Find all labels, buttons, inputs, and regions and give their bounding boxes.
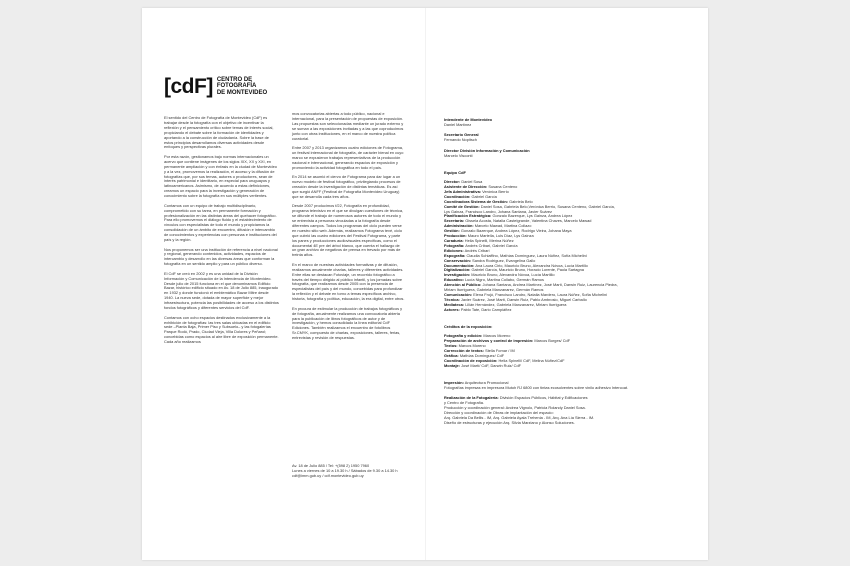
- credit-role: Jefa Administrativa:: [444, 188, 482, 194]
- realizacion-list: [444, 396, 689, 425]
- credit-names: Producción y coordinación general: Andrea Vignolo, Patricia Rolandy Daniel Sosa.: [444, 405, 586, 411]
- paragraph: Contamos con ocho espacios destinados exclusivamente a la exhibición de fotografías: las tres salas ubicadas en el edificio sede –Planta Baja, Primer Piso y Subsuelo– y las fotogalerías Parque Rodó, Prado, Ciudad Vieja, Villa Dolores y Peñarol; concebidas como espacios al aire libre de exposición permanente. Cada año realizamos: [164, 314, 279, 345]
- credit-names: Claudia Schiaffino, Mathías Domínguez, Laura Núñez, Sofía Michelini: [466, 252, 587, 258]
- credit-role: Gráfica:: [444, 352, 459, 358]
- intro-column-left: [164, 116, 279, 350]
- credit-role: Digitalización:: [444, 267, 471, 273]
- credit-role: Textos:: [444, 342, 458, 348]
- credit-names: Gonzalo Bazerque, Lys Gainza, Andrea López: [492, 213, 573, 219]
- secretario-title: Secretario General: [444, 132, 479, 138]
- credit-role: Coordinadora Sistema de Gestión:: [444, 198, 508, 204]
- credit-line: [444, 364, 689, 369]
- credit-role: Investigación:: [444, 272, 471, 278]
- logo-line: FOTOGRAFÍA: [216, 83, 257, 90]
- brochure-spread: [142, 8, 708, 560]
- credit-role: Mediateca:: [444, 301, 465, 307]
- credit-names: Stella Fomar / IM: [485, 347, 515, 353]
- credit-role: Coordinación de exposición:: [444, 357, 498, 363]
- credit-names: Marcos Moreno: [483, 333, 511, 339]
- paragraph: mos convocatorias abiertas a todo público, nacional e internacional, para la presentación de propuestas de exposición. Las propuestas son seleccionadas mediante un jurado externo y se suman a las exposiciones invitadas y a las que coproducimos junto con otras instituciones, en el marco de nuestra política curatorial.: [292, 111, 404, 141]
- credit-names: Lucía Nigro, Martina Collabo, Germán Ramos: [464, 277, 544, 283]
- right-page: [425, 8, 708, 560]
- credit-names: José Martí/ CdF, Darwin Ruiz/ CdF: [461, 362, 521, 368]
- logo-text: [217, 77, 267, 97]
- director-title: Director División Información y Comunicación: [444, 147, 530, 153]
- credit-names: Marcelo Mawad, Martina Collazo: [474, 223, 532, 229]
- credit-role: Asistente de Dirección:: [444, 184, 488, 190]
- credit-role: Producción:: [444, 233, 467, 239]
- credit-names: Pablo Tate, Dario Campiáñez: [460, 306, 512, 312]
- credit-names: Ana Laura Cirio, Mauricio Bruno, Alexandra Nóvoa, Lucía Martillo: [475, 262, 588, 268]
- logo-mark: [cdF]: [164, 75, 213, 98]
- logo-line: DE MONTEVIDEO: [216, 89, 268, 96]
- credit-names: Andrés Cribari: [464, 247, 490, 253]
- credit-names: Mauricio Bruno, Alexandra Nóvoa, Lucía Martillo: [471, 272, 555, 278]
- credit-names: Marcos Moreno: [458, 342, 486, 348]
- logo-line: CENTRO DE: [216, 76, 253, 83]
- credit-names: Helia Spinelli, Merina Núñez: [464, 238, 514, 243]
- credit-role: Secretaría:: [444, 218, 465, 224]
- credit-role: Fotografía y edición:: [444, 333, 483, 339]
- credit-names: Mathías Domínguez/ CdF: [459, 352, 505, 358]
- secretario-name: Fernando Nopitsch: [444, 137, 477, 143]
- credit-names: División Espacios Públicos, Hábitat y Edificaciones: [499, 395, 588, 401]
- credit-role: Montaje:: [444, 362, 460, 368]
- credit-names: Daniel Sosa: [461, 179, 483, 185]
- credit-role: Fotografía:: [444, 242, 465, 248]
- credit-names: Gissela Acosta, Natalia Castelgrande, Valentina Chaves, Marcelo Mawad: [465, 218, 592, 224]
- credit-names: Gabriel García: [471, 193, 497, 199]
- credit-names: Johana Santana, Andrea Martínez, José Martí, Darwin Ruiz, Laurencia Piedra,: [482, 282, 618, 288]
- credit-role: Planificación Estratégica:: [444, 213, 492, 219]
- address-line: Av. 18 de Julio 885 / Tel: +(598 2) 1950 7960: [292, 463, 370, 468]
- impresion-block: [444, 381, 689, 391]
- contact-address: [292, 463, 405, 478]
- credit-line: [444, 386, 689, 391]
- credit-names: Lilián Hernández, Gabriela Manzanarez, Miriam Iturriguera: [465, 301, 567, 307]
- credit-names: Miriam Iturriguera, Gabriela Manzanarez, Germán Ramos: [444, 287, 544, 293]
- paragraph: El sentido del Centro de Fotografía de Montevideo (CdF) es trabajar desde la fotografía con el objetivo de incentivar la reflexión y el pensamiento crítico sobre temas de interés social, propiciando el debate sobre la formación de identidades y aportando a la construcción de ciudadanía. Sobre la base de estos principios desarrollamos diversas actividades desde enfoques y perspectivas plurales.: [164, 115, 274, 150]
- credit-role: Conservación:: [444, 257, 472, 263]
- credit-role: Actores:: [444, 306, 460, 312]
- credit-names: Dirección y coordinación de Obras de implantación del espacio:: [444, 410, 554, 416]
- credit-role: Atención al Público:: [444, 282, 482, 288]
- equipo-list: [444, 180, 689, 312]
- credit-line: [444, 308, 689, 313]
- credit-names: Gabriel García, Mauricio Bruno, Horacio Lorente, Paola Sartagna: [471, 267, 584, 273]
- credit-names: y Centro de Fotografía.: [444, 400, 485, 406]
- paragraph: Desde 2007 producimos f/22, Fotografía en profundidad, programa televisivo en el que se divulgan cuestiones de técnica, se difunde el trabajo de numerosos autores de todo el mundo y se entrevista a personas vinculadas a la fotografía desde diferentes campos. Todos los programas del ciclo pueden verse en nuestro sitio web. Además, realizamos Fotograma tevé, ciclo que cubrió las cuatro ediciones del Festival Fotograma, y parte los panes y producciones audiovisuales específicas, como el documental 4E pre del árbol blanco, que cuenta el hallazgo de un gran archivo de negativos de prensa en trevado por más de treinta años.: [292, 203, 404, 258]
- intendente-block: [444, 118, 689, 128]
- equipo-title: Equipo CdF: [444, 170, 466, 176]
- credit-names: Mauro Martella, Luis Díaz, Lys Gainza: [467, 233, 534, 239]
- credit-names: Fotografías impresas en impresora Mutoh RJ 6800 con tintas ecosolventes sobre vinilo adhesivo Intercoat.: [444, 384, 629, 390]
- credit-names: Arquitectura Promocional: [464, 380, 509, 386]
- equipo-block: [444, 171, 689, 312]
- credit-names: Elena Frojó, Francisco Landro, Natalia Mardero, Laura Núñez, Sofía Michelini: [473, 291, 608, 297]
- paragraph: Contamos con un equipo de trabajo multidisciplinario, comprometido con su tarea, en permanente formación y profesionalización en las distintas áreas del quehacer fotográfico. Para ello promovemos el diálogo fluido y el establecimiento de vínculos con especialistas de todo el mundo y propiciamos la consolidación de un ámbito de encuentro, difusión e intercambio de conocimientos y experiencias con personas e instituciones del país y la región.: [164, 202, 277, 243]
- credit-names: Marcos Borges/ CdF: [534, 338, 571, 343]
- credit-role: Comunicación:: [444, 291, 473, 297]
- credit-names: Javier Suárez, José Martí, Darwin Ruiz, Pablo Ambrosio, Miguel Carballo: [460, 296, 587, 302]
- paragraph: En el marco de nuestras actividades formativas y de difusión, realizamos anualmente charlas, talleres y diferentes actividades. Entre ellas se destacan Fotoviaje, un recorrido fotográfico a través del tiempo dirigido al público infantil, y los jornadas sobre fotografía, que realizamos desde 2005 con la presencia de especialistas del país y del mundo, concebidas para profundizar la reflexión y el debate en torno a temas específicos archivo, historia, fotografía y política, educación, la era digital, entre otros.: [292, 261, 405, 302]
- credit-role: Ediciones:: [444, 247, 464, 253]
- credit-names: Gabriela Belo: [509, 198, 533, 204]
- intendente-name: Daniel Martínez: [444, 121, 472, 127]
- credit-role: Comité de Gestión:: [444, 203, 480, 209]
- credit-role: Director:: [444, 179, 461, 185]
- credit-role: Curaduría:: [444, 238, 464, 243]
- paragraph: Entre 2007 y 2013 organizamos cuatro ediciones de Fotograma, un festival internacional de fotografía, de carácter bienal en cuyo marco se expusieron trabajos representativos de la producción nacional e internacional, generando espacios de exposición y promoviendo la actividad fotográfica en todo el país.: [292, 145, 404, 170]
- creditos-block: [444, 325, 689, 368]
- director-block: [444, 149, 689, 159]
- credit-role: Preparación de archivos y control de impresión:: [444, 338, 534, 343]
- paragraph: En procura de estimular la producción de trabajos fotográficos y de fotografía, anualmente realizamos una convocatoria abierta para la publicación de libros fotográficos de autor y de investigación, y hemos consolidado la línea editorial CdF Ediciones. También realizamos el encuentro de fotolibros Sr.CMYK, compuesto de charlas, exposiciones, talleres, ferias, entrevistas y revisión de respuestas.: [292, 305, 403, 341]
- left-page: [142, 8, 425, 560]
- credit-role: Impresión:: [444, 380, 464, 386]
- credit-role: Educativo:: [444, 277, 464, 283]
- director-name: Marcelo Visconti: [444, 152, 473, 158]
- credit-line: [444, 421, 689, 426]
- credit-role: Coordinación:: [444, 193, 471, 199]
- credit-names: Verónica Berrio: [482, 188, 509, 194]
- contact-line: cdf@imm.gub.uy / cdf.montevideo.gub.uy: [292, 473, 364, 478]
- paragraph: En 2014 se asumió el ciervo de Fotograma para dar lugar a un nuevo modelo de festival fotográfico, privilegiando procesos de creación desde la investigación de distintas temáticas. Es así que surgió ANFF (Festival de Fotografía Montevideo Uruguay) que se desarrolla cada tres años.: [292, 174, 401, 199]
- credits-column: [444, 118, 689, 431]
- realizacion-block: [444, 396, 689, 425]
- credit-names: Daniel Sosa, Gabriela Belo,Verónica Berrio, Susana Centeno, Gabriel García,: [480, 203, 615, 209]
- credit-role: Documentación:: [444, 262, 475, 268]
- credit-names: Lys Gainza, Francisco Landro, Johana Santana, Javier Suárez: [444, 208, 552, 214]
- paragraph: El CdF se creó en 2002 y es una unidad de la División Información y Comunicación de la Intendencia de Montevideo. Desde julio de 2015 funciona en el que denominamos Edificio Bazar, histórico edificio situado en Av. 18 de Julio 885, inaugurado en 1932 y donde funcionó el emblemático Bazar Mitre desde 1940. La nueva sede, dotada de mayor superficie y mejor infraestructura, potencia las posibilidades de acceso a los distintos fondos fotográficos y diferentes servicios del CdF.: [164, 270, 279, 311]
- credit-role: Administración:: [444, 223, 474, 229]
- paragraph: Por esta razón, gestionamos bajo normas internacionales un acervo que contiene imágenes de los siglos XIX, XX y XXI, en permanente ampliación y con énfasis en la ciudad de Montevideo y a la vez, promovemos la realización, el acceso y la difusión de fotografías que, por sus temas, autores o productores, sean de interés patrimonial e identitario, en especial para uruguayos y latinoamericanos. Asimismo, de acuerdo a estas definiciones, creamos un espacio para la investigación y generación de conocimiento sobre la fotografía en sus múltiples vertientes.: [164, 153, 277, 199]
- credit-names: Gonzalo Bazerque, Andrea López, Rodrigo Vieira, Johana Maya: [460, 228, 572, 234]
- credit-role: Espografía:: [444, 252, 466, 258]
- intro-column-right: [292, 112, 405, 346]
- paragraph: Nos proponemos ser una institución de referencia a nivel nacional y regional, generando contenidos, actividades, espacios de intercambio y desarrollo en las diversas áreas que conforman la fotografía en un sentido amplio y para un público diverso.: [164, 246, 278, 267]
- credit-role: Realización de la Fotogalería:: [444, 395, 499, 401]
- impresion-list: [444, 381, 689, 391]
- creditos-title: Créditos de la exposición:: [444, 324, 493, 330]
- cdf-logo: [164, 76, 267, 97]
- credit-role: Técnica:: [444, 296, 460, 302]
- credit-names: Diseño de estructuras y ejecución Arq. Silvia Marziano y Alonso Soluciones.: [444, 419, 575, 425]
- credit-role: Gestión:: [444, 228, 460, 234]
- credit-names: Sandra Rodríguez, Evangelina Gallo: [472, 257, 536, 263]
- secretario-block: [444, 133, 689, 143]
- credit-names: Andrés Cribari, Gabriel García: [465, 242, 518, 248]
- credit-names: Susana Centeno: [488, 184, 518, 190]
- credit-names: Arq. Gabriela Da Bellis - IM, Arq. Gabriela Ayala Trehenia - IM, Arq. Ana Lía Sierra - IM.: [444, 415, 595, 421]
- credit-names: Helia Spinelli/ CdF, Melina Núñez/CdF: [498, 357, 565, 363]
- hours-line: Lunes a viernes de 10 a 19.30 h / Sábados de 9.30 a 14.30 h: [292, 468, 398, 473]
- creditos-list: [444, 334, 689, 368]
- intendente-title: Intendente de Montevideo: [444, 117, 492, 122]
- credit-role: Corrección de textos:: [444, 347, 484, 353]
